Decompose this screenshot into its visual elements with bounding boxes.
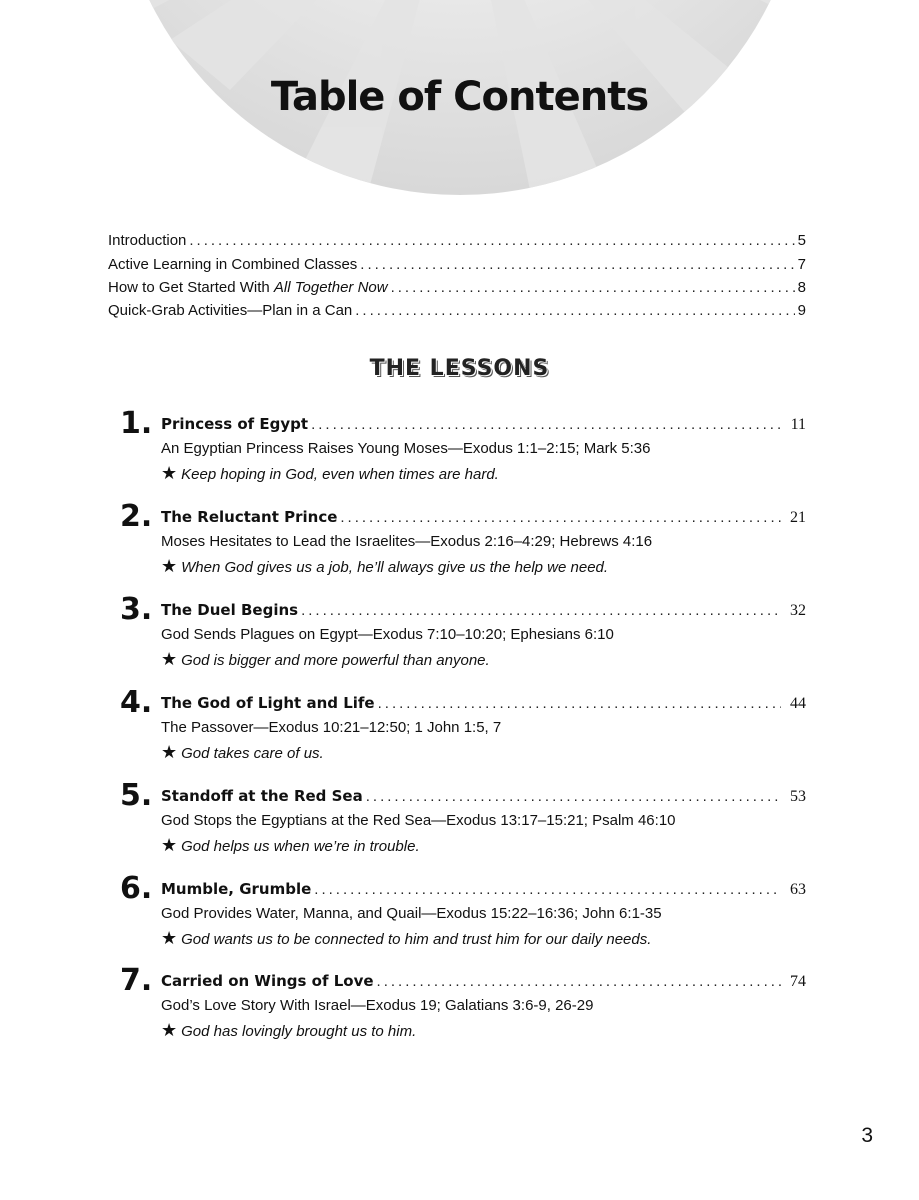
star-icon: ★	[161, 556, 178, 576]
dot-leader	[366, 788, 781, 805]
dot-leader	[301, 602, 781, 619]
lesson-number: 3.	[120, 592, 153, 627]
lesson-entry[interactable]	[120, 871, 810, 970]
lesson-page: 53	[790, 788, 806, 805]
lesson-title-row	[161, 508, 806, 527]
lesson-point	[161, 1020, 416, 1041]
lesson-number: 7.	[120, 963, 153, 998]
toc-entry-label: Quick-Grab Activities—Plan in a Can	[108, 302, 353, 319]
lesson-entry[interactable]	[120, 406, 810, 505]
toc-intro-row[interactable]	[108, 256, 806, 273]
lesson-entry[interactable]	[120, 499, 810, 598]
lesson-number: 6.	[120, 871, 153, 906]
toc-entry-label: Active Learning in Combined Classes	[108, 256, 358, 273]
lesson-entry[interactable]	[120, 778, 810, 877]
lesson-title-row	[161, 415, 806, 434]
lesson-title-row	[161, 972, 806, 991]
page-number: 3	[861, 1124, 873, 1147]
toc-entry-page: 5	[797, 232, 806, 249]
lesson-subtitle: God Sends Plagues on Egypt—Exodus 7:10–10:20; Ephesians 6:10	[161, 626, 614, 643]
lesson-point	[161, 835, 420, 856]
lesson-number: 1.	[120, 406, 153, 441]
toc-entry-page: 9	[797, 302, 806, 319]
lesson-point-text: God wants us to be connected to him and trust him for our daily needs.	[181, 931, 652, 948]
lesson-title: Standoff at the Red Sea	[161, 787, 363, 805]
lesson-point-text: God has lovingly brought us to him.	[181, 1023, 417, 1040]
lesson-title-row	[161, 787, 806, 806]
toc-entry-label	[108, 279, 388, 296]
lesson-point-text: When God gives us a job, he’ll always give us the help we need.	[181, 559, 609, 576]
lesson-page: 32	[790, 602, 806, 619]
toc-entry-page: 7	[797, 256, 806, 273]
dot-leader	[378, 695, 781, 712]
lesson-entry[interactable]	[120, 685, 810, 784]
lesson-title: Mumble, Grumble	[161, 880, 312, 898]
lesson-subtitle: God Stops the Egyptians at the Red Sea—Exodus 13:17–15:21; Psalm 46:10	[161, 812, 676, 829]
lesson-entry[interactable]	[120, 963, 810, 1062]
lesson-title-row	[161, 694, 806, 713]
lesson-page: 63	[790, 881, 806, 898]
dot-leader	[377, 973, 781, 990]
lesson-page: 44	[790, 695, 806, 712]
lesson-point-text: Keep hoping in God, even when times are hard.	[181, 466, 499, 483]
dot-leader	[391, 279, 795, 296]
lesson-number: 4.	[120, 685, 153, 720]
lesson-title: Carried on Wings of Love	[161, 972, 374, 990]
toc-entry-label-italic: All Together Now	[273, 279, 388, 296]
lesson-point	[161, 556, 608, 577]
lesson-title: Princess of Egypt	[161, 415, 309, 433]
lesson-point-text: God takes care of us.	[181, 745, 324, 762]
toc-intro-row[interactable]	[108, 302, 806, 319]
lesson-title-row	[161, 601, 806, 620]
lesson-title: The Duel Begins	[161, 601, 299, 619]
star-icon: ★	[161, 463, 178, 483]
lessons-heading: THE LESSONS	[369, 356, 550, 381]
dot-leader	[360, 256, 794, 273]
lesson-point	[161, 649, 490, 670]
lesson-point-text: God is bigger and more powerful than anyone.	[181, 652, 490, 669]
star-icon: ★	[161, 649, 178, 669]
dot-leader	[340, 509, 781, 526]
lesson-subtitle: God Provides Water, Manna, and Quail—Exodus 15:22–16:36; John 6:1-35	[161, 905, 662, 922]
lesson-title: The God of Light and Life	[161, 694, 375, 712]
star-icon: ★	[161, 928, 178, 948]
toc-entry-label-prefix: How to Get Started With	[108, 279, 274, 296]
dot-leader	[314, 881, 781, 898]
lesson-page: 74	[790, 973, 806, 990]
toc-entry-page: 8	[797, 279, 806, 296]
lesson-subtitle: Moses Hesitates to Lead the Israelites—Exodus 2:16–4:29; Hebrews 4:16	[161, 533, 653, 550]
toc-intro-row[interactable]	[108, 279, 806, 296]
lesson-page: 21	[790, 509, 806, 526]
toc-intro-row[interactable]	[108, 232, 806, 249]
lesson-subtitle: God’s Love Story With Israel—Exodus 19; Galatians 3:6-9, 26-29	[161, 997, 594, 1014]
star-icon: ★	[161, 1020, 178, 1040]
lesson-page: 11	[790, 416, 806, 433]
lesson-title-row	[161, 880, 806, 899]
lesson-number: 5.	[120, 778, 153, 813]
dot-leader	[189, 232, 794, 249]
lesson-subtitle: An Egyptian Princess Raises Young Moses—Exodus 1:1–2:15; Mark 5:36	[161, 440, 651, 457]
lesson-title: The Reluctant Prince	[161, 508, 338, 526]
lesson-point	[161, 928, 651, 949]
lesson-point	[161, 742, 324, 763]
toc-entry-label: Introduction	[108, 232, 187, 249]
star-icon: ★	[161, 742, 178, 762]
star-icon: ★	[161, 835, 178, 855]
lesson-entry[interactable]	[120, 592, 810, 691]
dot-leader	[355, 302, 794, 319]
lesson-point	[161, 463, 499, 484]
lesson-point-text: God helps us when we’re in trouble.	[181, 838, 420, 855]
dot-leader	[311, 416, 782, 433]
lesson-number: 2.	[120, 499, 153, 534]
lesson-subtitle: The Passover—Exodus 10:21–12:50; 1 John 1:5, 7	[161, 719, 502, 736]
page-title: Table of Contents	[270, 74, 649, 120]
